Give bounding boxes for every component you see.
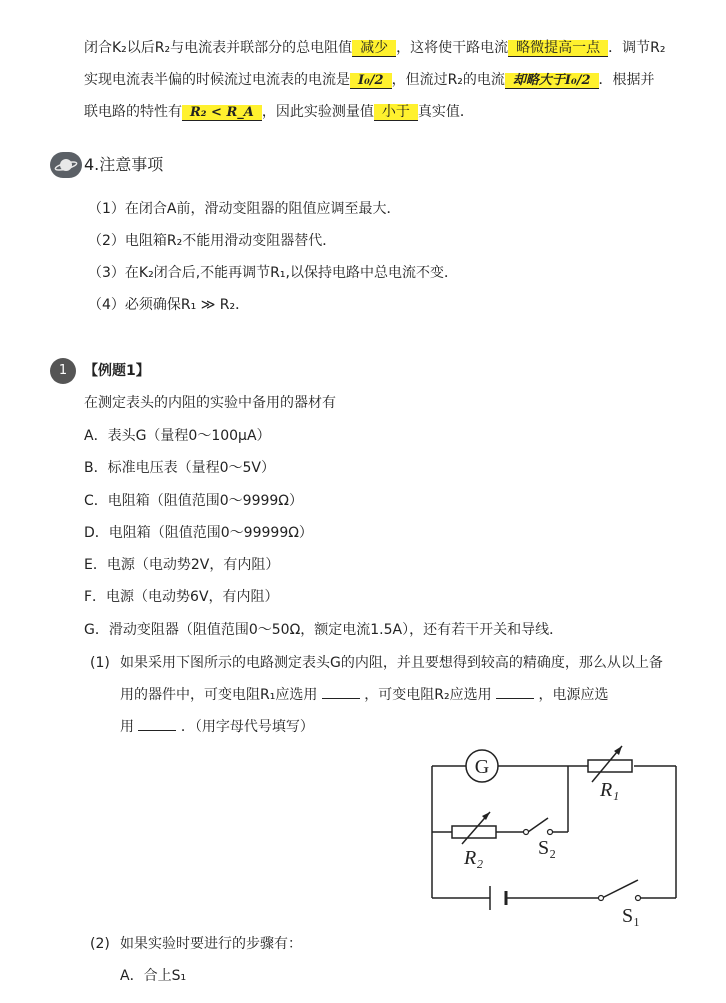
note-item: （2）电阻箱R₂不能用滑动变阻器替代． — [88, 233, 337, 249]
intro-line-3 — [84, 102, 474, 123]
answer-highlight: R₂ < R_A — [182, 105, 262, 121]
answer-highlight: 却略大于I₀/2 — [505, 73, 599, 89]
question-number: (2) — [90, 936, 110, 952]
option-item: C．电阻箱（阻值范围0～9999Ω） — [84, 493, 304, 509]
option-item: B．标准电压表（量程0～5V） — [84, 460, 275, 476]
question-text: 如果采用下图所示的电路测定表头G的内阻，并且要想得到较高的精确度，那么从以上备 — [120, 655, 663, 671]
answer-blank[interactable] — [138, 718, 176, 731]
section-title: 4.注意事项 — [84, 155, 164, 174]
example-stem: 在测定表头的内阻的实验中备用的器材有 — [84, 395, 336, 411]
option-item: D．电阻箱（阻值范围0～99999Ω） — [84, 525, 313, 541]
intro-text: 真实值． — [417, 104, 474, 120]
question-text: ，电源应选 — [538, 687, 609, 703]
answer-blank[interactable] — [496, 686, 534, 699]
intro-text: ．调节R₂ — [608, 40, 666, 56]
intro-text: ，这将使干路电流 — [396, 40, 509, 56]
example-number-badge: 1 — [50, 358, 76, 384]
option-item: F．电源（电动势6V，有内阻） — [84, 589, 279, 605]
intro-text: 闭合K₂以后R₂与电流表并联部分的总电阻值 — [84, 40, 353, 56]
example-title: 【例题1】 — [84, 363, 150, 379]
question-text: ．（用字母代号填写） — [180, 719, 314, 735]
answer-highlight: 小于 — [374, 104, 418, 121]
planet-icon — [50, 152, 82, 178]
question-text: ，可变电阻R₂应选用 — [364, 687, 492, 703]
r1-label: R₁ — [600, 779, 620, 801]
intro-text: 联电路的特性有 — [84, 104, 182, 120]
intro-line-2 — [84, 70, 655, 91]
galvanometer-label: G — [474, 756, 490, 778]
note-item: （4）必须确保R₁ ≫ R₂． — [88, 297, 250, 313]
s2-label: S₂ — [538, 837, 557, 859]
question-number: (1) — [90, 655, 110, 671]
question-text: 用 — [120, 719, 134, 735]
intro-text: ，但流过R₂的电流 — [391, 72, 505, 88]
s1-label: S₁ — [622, 905, 641, 927]
note-item: （1）在闭合A前，滑动变阻器的阻值应调至最大． — [88, 201, 401, 217]
answer-highlight: 减少 — [352, 40, 396, 57]
option-item: G．滑动变阻器（阻值范围0～50Ω，额定电流1.5A），还有若干开关和导线． — [84, 622, 564, 638]
intro-text: ．根据并 — [598, 72, 655, 88]
question-text: 如果实验时要进行的步骤有： — [120, 936, 302, 952]
option-item: E．电源（电动势2V，有内阻） — [84, 557, 280, 573]
intro-text: ，因此实验测量值 — [261, 104, 374, 120]
note-item: （3）在K₂闭合后,不能再调节R₁,以保持电路中总电流不变． — [88, 265, 458, 281]
circuit-diagram — [420, 740, 690, 930]
answer-highlight: 略微提高一点 — [508, 40, 608, 57]
intro-line-1 — [84, 38, 665, 58]
question-text-line — [120, 685, 609, 705]
step-item: A．合上S₁ — [120, 968, 187, 984]
question-text: 用的器件中，可变电阻R₁应选用 — [120, 687, 318, 703]
intro-text: 实现电流表半偏的时候流过电流表的电流是 — [84, 72, 350, 88]
answer-blank[interactable] — [322, 686, 360, 699]
r2-label: R₂ — [464, 847, 484, 869]
option-item: A．表头G（量程0～100μA） — [84, 428, 271, 444]
question-text-line — [120, 717, 314, 737]
answer-highlight: I₀/2 — [350, 73, 392, 89]
